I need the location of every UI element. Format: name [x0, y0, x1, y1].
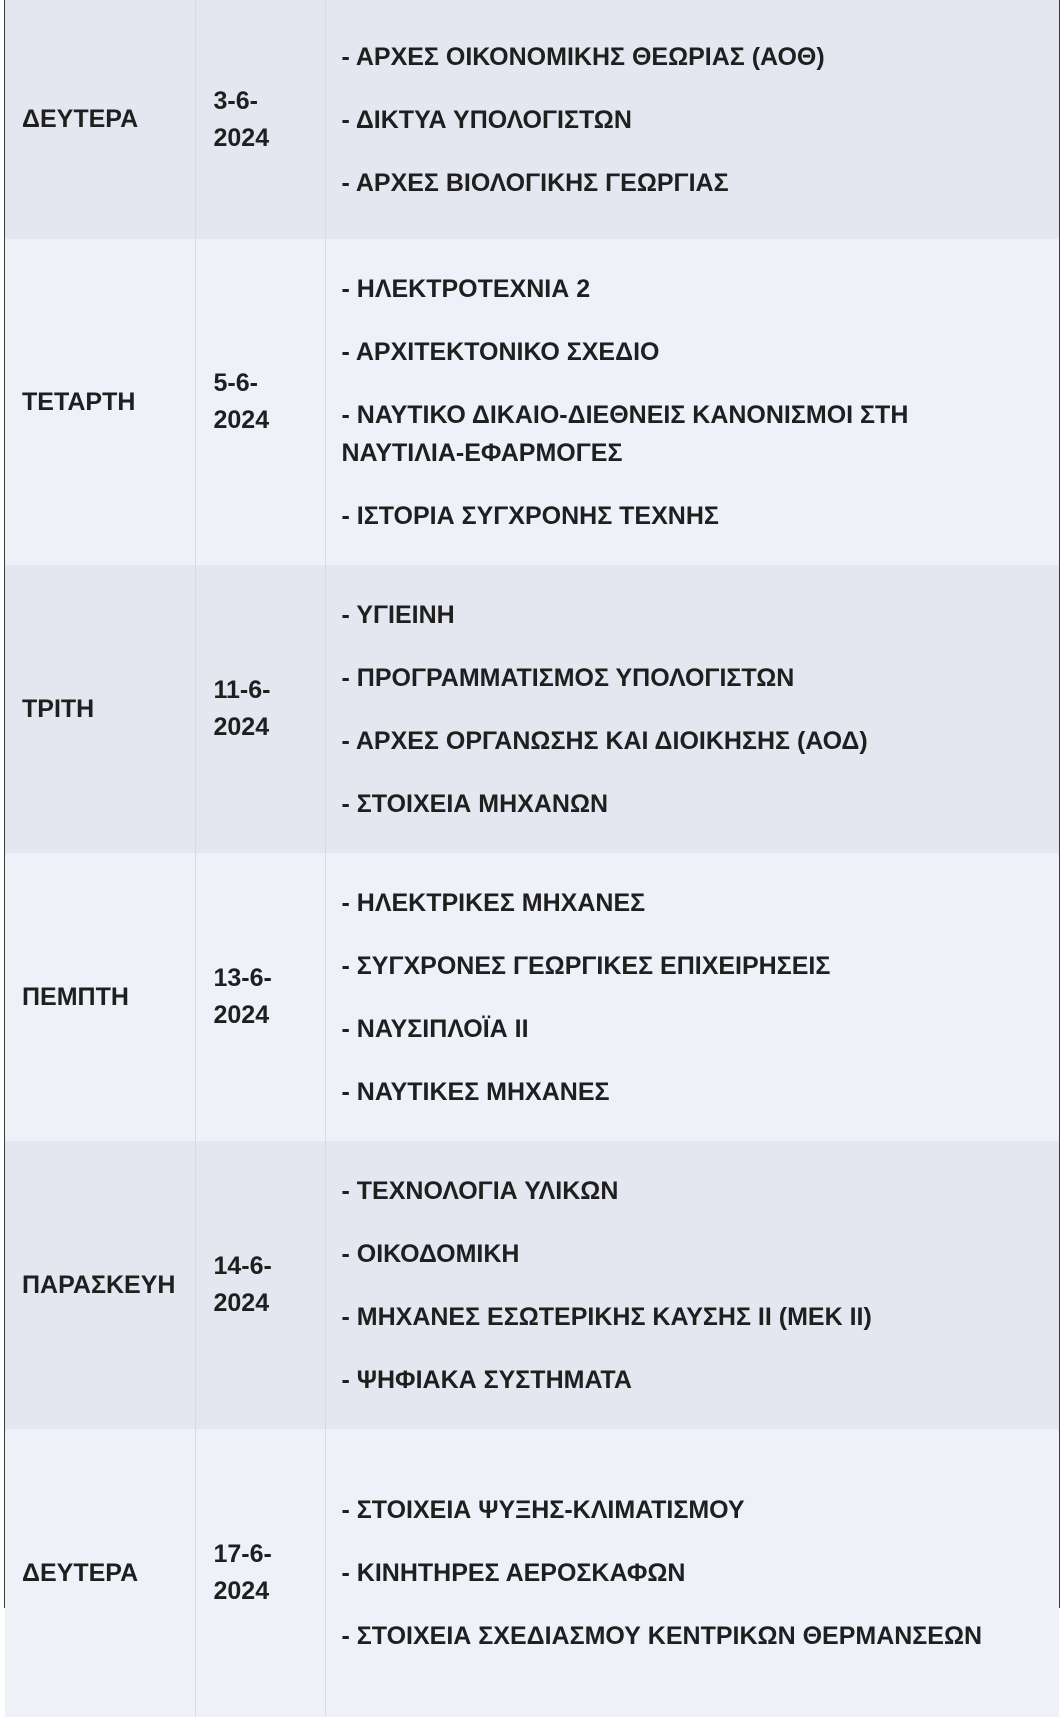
subjects-cell [325, 239, 1059, 565]
day-cell: ΠΑΡΑΣΚΕΥΗ [5, 1141, 195, 1429]
exam-schedule-table-container [4, 0, 1060, 1650]
schedule-row [5, 565, 1059, 853]
subject-item: - ΤΕΧΝΟΛΟΓΙΑ ΥΛΙΚΩΝ [341, 1176, 619, 1205]
date-year: 2024 [213, 713, 270, 741]
subject-item: - ΣΤΟΙΧΕΙΑ ΨΥΞΗΣ-ΚΛΙΜΑΤΙΣΜΟΥ [341, 1496, 745, 1524]
subject-item: - ΑΡΧΕΣ ΟΙΚΟΝΟΜΙΚΗΣ ΘΕΩΡΙΑΣ (ΑΟΘ) [341, 42, 825, 71]
date-year: 2024 [213, 406, 270, 434]
date-cell [195, 1429, 325, 1717]
date-year: 2024 [213, 1001, 270, 1029]
date-day-month: 3-6- [213, 86, 258, 115]
subject-item: - ΔΙΚΤΥΑ ΥΠΟΛΟΓΙΣΤΩΝ [341, 105, 632, 134]
day-cell: ΠΕΜΠΤΗ [5, 853, 195, 1141]
subject-item: - ΗΛΕΚΤΡΟΤΕΧΝΙΑ 2 [341, 274, 591, 303]
subject-item: - ΠΡΟΓΡΑΜΜΑΤΙΣΜΟΣ ΥΠΟΛΟΓΙΣΤΩΝ [341, 663, 795, 692]
subject-item: - ΗΛΕΚΤΡΙΚΕΣ ΜΗΧΑΝΕΣ [341, 888, 646, 917]
subjects-cell [325, 853, 1059, 1141]
day-cell: ΤΡΙΤΗ [5, 565, 195, 853]
date-day-month: 17-6- [213, 1540, 272, 1568]
schedule-row [5, 1429, 1059, 1717]
date-year: 2024 [213, 123, 270, 152]
subjects-cell [325, 1429, 1059, 1717]
date-cell [195, 0, 325, 239]
exam-schedule-table [5, 0, 1059, 1717]
date-day-month: 11-6- [213, 676, 271, 704]
date-day-month: 14-6- [213, 1252, 272, 1280]
subject-item: - ΝΑΥΣΙΠΛΟΪΑ ΙΙ [341, 1014, 529, 1043]
subjects-cell [325, 0, 1059, 239]
date-year: 2024 [213, 1577, 270, 1605]
date-day-month: 5-6- [213, 369, 258, 397]
subject-item: - ΟΙΚΟΔΟΜΙΚΗ [341, 1239, 520, 1268]
subject-item: - ΑΡΧΕΣ ΟΡΓΑΝΩΣΗΣ ΚΑΙ ΔΙΟΙΚΗΣΗΣ (ΑΟΔ) [341, 726, 868, 755]
subject-item: - ΣΤΟΙΧΕΙΑ ΜΗΧΑΝΩΝ [341, 789, 609, 818]
day-cell: ΔΕΥΤΕΡΑ [5, 0, 195, 239]
schedule-row [5, 853, 1059, 1141]
subjects-cell [325, 1141, 1059, 1429]
schedule-row [5, 0, 1059, 239]
subject-item: - ΣΥΓΧΡΟΝΕΣ ΓΕΩΡΓΙΚΕΣ ΕΠΙΧΕΙΡΗΣΕΙΣ [341, 951, 831, 980]
subject-item: - ΥΓΙΕΙΝΗ [341, 600, 455, 629]
subject-item: - ΚΙΝΗΤΗΡΕΣ ΑΕΡΟΣΚΑΦΩΝ [341, 1559, 686, 1587]
day-cell: ΤΕΤΑΡΤΗ [5, 239, 195, 565]
day-cell: ΔΕΥΤΕΡΑ [5, 1429, 195, 1717]
subjects-cell [325, 565, 1059, 853]
subject-item: - ΝΑΥΤΙΚΟ ΔΙΚΑΙΟ-ΔΙΕΘΝΕΙΣ ΚΑΝΟΝΙΣΜΟΙ ΣΤΗ ΝΑΥΤΙΛΙΑ-ΕΦΑΡΜΟΓΕΣ [341, 400, 909, 467]
date-year: 2024 [213, 1289, 270, 1317]
subject-item: - ΨΗΦΙΑΚΑ ΣΥΣΤΗΜΑΤΑ [341, 1365, 632, 1394]
subject-item: - ΣΤΟΙΧΕΙΑ ΣΧΕΔΙΑΣΜΟΥ ΚΕΝΤΡΙΚΩΝ ΘΕΡΜΑΝΣΕΩΝ [341, 1622, 983, 1650]
schedule-row [5, 1141, 1059, 1429]
subject-item: - ΑΡΧΙΤΕΚΤΟΝΙΚΟ ΣΧΕΔΙΟ [341, 337, 660, 366]
date-cell [195, 565, 325, 853]
schedule-body [5, 0, 1059, 1717]
subject-item: - ΑΡΧΕΣ ΒΙΟΛΟΓΙΚΗΣ ΓΕΩΡΓΙΑΣ [341, 168, 729, 197]
date-cell [195, 853, 325, 1141]
date-day-month: 13-6- [213, 964, 272, 992]
subject-item: - ΜΗΧΑΝΕΣ ΕΣΩΤΕΡΙΚΗΣ ΚΑΥΣΗΣ ΙΙ (ΜΕΚ ΙΙ) [341, 1302, 872, 1331]
schedule-row [5, 239, 1059, 565]
subject-item: - ΝΑΥΤΙΚΕΣ ΜΗΧΑΝΕΣ [341, 1077, 610, 1106]
date-cell [195, 1141, 325, 1429]
date-cell [195, 239, 325, 565]
subject-item: - ΙΣΤΟΡΙΑ ΣΥΓΧΡΟΝΗΣ ΤΕΧΝΗΣ [341, 501, 719, 530]
